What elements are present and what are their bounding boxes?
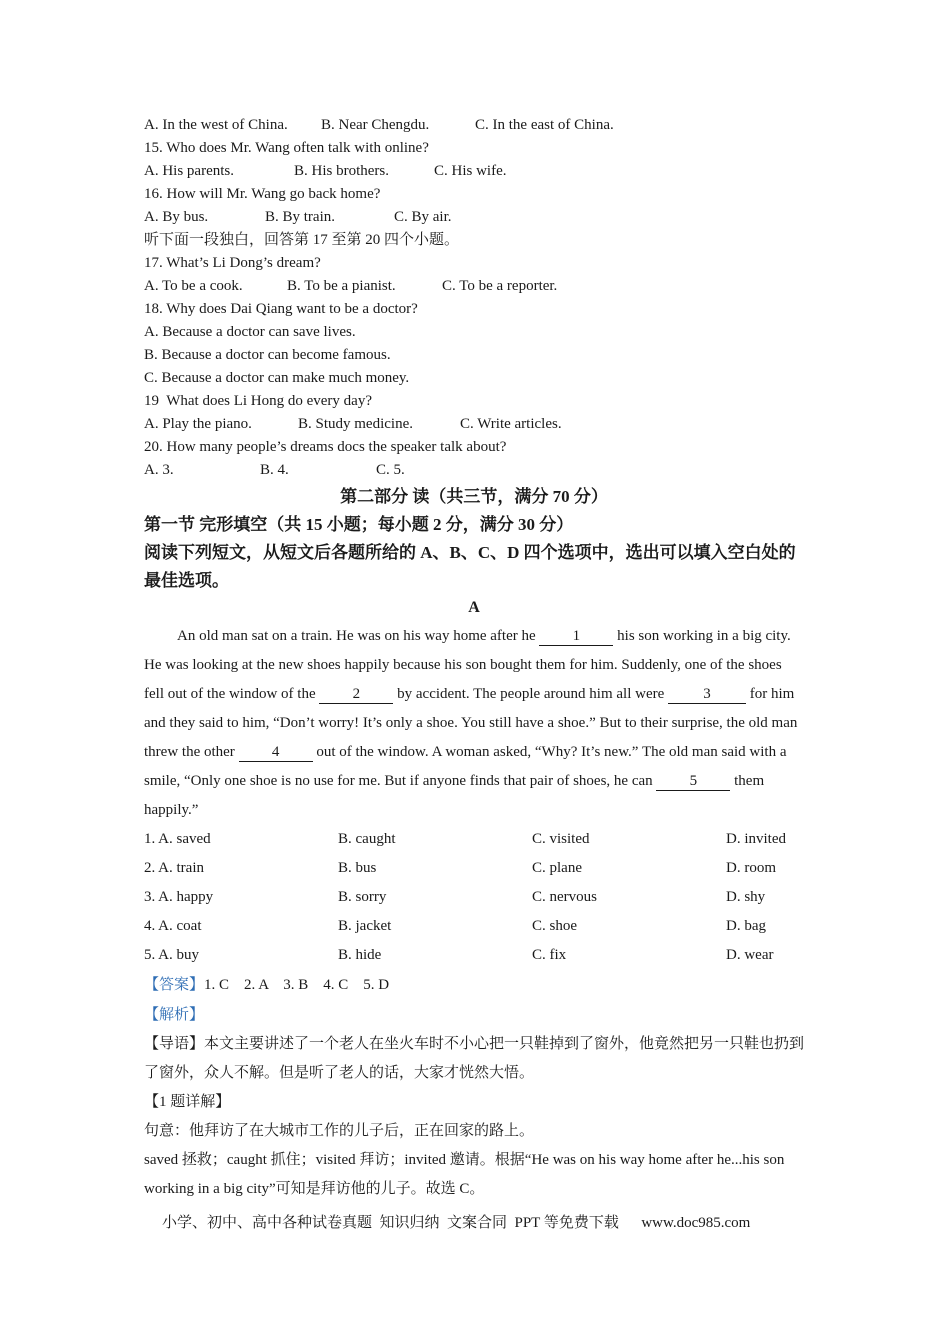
q17-options [144, 275, 804, 298]
q14-options [144, 114, 804, 137]
option: A. In the west of China. [144, 117, 288, 133]
q1-detail-title: 【1 题详解】 [144, 1094, 231, 1110]
option: 1. A. saved [144, 831, 211, 847]
question-19: 19 What does Li Hong do every day? [144, 393, 372, 409]
q20-options [144, 459, 804, 482]
option: 5. A. buy [144, 947, 200, 963]
section1-title: 第一节 完形填空（共 15 小题；每小题 2 分，满分 30 分） [144, 515, 574, 534]
question-18: 18. Why does Dai Qiang want to be a doctor? [144, 301, 418, 317]
option: C. His wife. [434, 163, 507, 179]
passage-text: them happily.” [144, 773, 765, 818]
q1-explanation: saved 拯救；caught 抓住；visited 拜访；invited 邀请。根据“He was on his way home after he...his son working in a big city”可知是拜访他的儿子。故选 C。 [144, 1152, 785, 1197]
question-17: 17. What’s Li Dong’s dream? [144, 255, 321, 271]
option: B. 4. [260, 462, 289, 478]
option: B. hide [338, 947, 382, 963]
option: B. Near Chengdu. [321, 117, 430, 133]
option: C. By air. [394, 209, 452, 225]
q16-options [144, 206, 804, 229]
option: C. To be a reporter. [442, 278, 558, 294]
option: A. His parents. [144, 163, 234, 179]
option: B. To be a pianist. [287, 278, 396, 294]
directions: 阅读下列短文，从短文后各题所给的 A、B、C、D 四个选项中，选出可以填入空白处的最佳选项。 [144, 543, 796, 590]
option: C. Because a doctor can make much money. [144, 370, 410, 386]
option: A. To be a cook. [144, 278, 243, 294]
instruction-17-20: 听下面一段独白，回答第 17 至第 20 四个小题。 [144, 232, 460, 248]
option: D. bag [726, 918, 766, 934]
option: C. fix [532, 947, 567, 963]
option: B. jacket [338, 918, 392, 934]
option: C. nervous [532, 889, 597, 905]
option: C. shoe [532, 918, 577, 934]
passage-text: out of the window. A woman asked, “Why? It’s new.” The old man said with a smile, “Only one shoe is no use for me. But if anyone finds that pair of shoes, he can [144, 744, 787, 789]
exam-page [144, 114, 804, 1204]
analysis-intro: 【导语】本文主要讲述了一个老人在坐火车时不小心把一只鞋掉到了窗外，他竟然把另一只鞋也扔到了窗外，众人不解。但是听了老人的话，大家才恍然大悟。 [144, 1036, 805, 1081]
analysis-label: 【解析】 [144, 1007, 205, 1023]
option: B. His brothers. [294, 163, 389, 179]
cloze-passage [144, 622, 804, 825]
part2-title: 第二部分 读（共三节，满分 70 分） [340, 487, 608, 506]
option: 2. A. train [144, 860, 204, 876]
option: C. 5. [376, 462, 405, 478]
q15-options [144, 160, 804, 183]
option: B. Study medicine. [298, 416, 413, 432]
passage-text: his son working in a big city. He was looking at the new shoes happily because his son bought them for him. Suddenly, one of the shoes fell out of the window of the [144, 628, 791, 702]
option: 4. A. coat [144, 918, 202, 934]
passage-text: An old man sat on a train. He was on his way home after he [177, 628, 540, 644]
answer-label: 【答案】 [144, 977, 205, 993]
q1-meaning: 句意：他拜访了在大城市工作的儿子后，正在回家的路上。 [144, 1123, 535, 1139]
blank-1: 1 [539, 628, 613, 646]
page-footer: 小学、初中、高中各种试卷真题 知识归纳 文案合同 PPT 等免费下载 www.doc985.com [162, 1215, 751, 1231]
question-16: 16. How will Mr. Wang go back home? [144, 186, 381, 202]
option: A. 3. [144, 462, 174, 478]
question-20: 20. How many people’s dreams docs the speaker talk about? [144, 439, 507, 455]
option: D. wear [726, 947, 774, 963]
option: 3. A. happy [144, 889, 214, 905]
passage-label: A [468, 599, 480, 616]
passage-text: by accident. The people around him all were [393, 686, 669, 702]
option: A. Play the piano. [144, 416, 252, 432]
question-15: 15. Who does Mr. Wang often talk with online? [144, 140, 429, 156]
option: C. In the east of China. [475, 117, 614, 133]
option: B. Because a doctor can become famous. [144, 347, 391, 363]
option: B. bus [338, 860, 377, 876]
option: C. Write articles. [460, 416, 562, 432]
answer-line [144, 970, 804, 1000]
option: A. Because a doctor can save lives. [144, 324, 356, 340]
option: D. room [726, 860, 776, 876]
blank-3: 3 [668, 686, 746, 704]
option: A. By bus. [144, 209, 209, 225]
blank-2: 2 [319, 686, 393, 704]
answer-text: 1. C 2. A 3. B 4. C 5. D [204, 977, 390, 993]
option: B. By train. [265, 209, 335, 225]
blank-4: 4 [239, 744, 313, 762]
option: D. invited [726, 831, 786, 847]
passage-text: for him and they said to him, “Don’t worry! It’s only a shoe. You still have a shoe.” But to their surprise, the old man threw the other [144, 686, 798, 760]
blank-5: 5 [656, 773, 730, 791]
q19-options [144, 413, 804, 436]
options-grid [144, 825, 804, 970]
option: C. plane [532, 860, 582, 876]
option: B. caught [338, 831, 396, 847]
option: D. shy [726, 889, 766, 905]
option: C. visited [532, 831, 590, 847]
option: B. sorry [338, 889, 387, 905]
